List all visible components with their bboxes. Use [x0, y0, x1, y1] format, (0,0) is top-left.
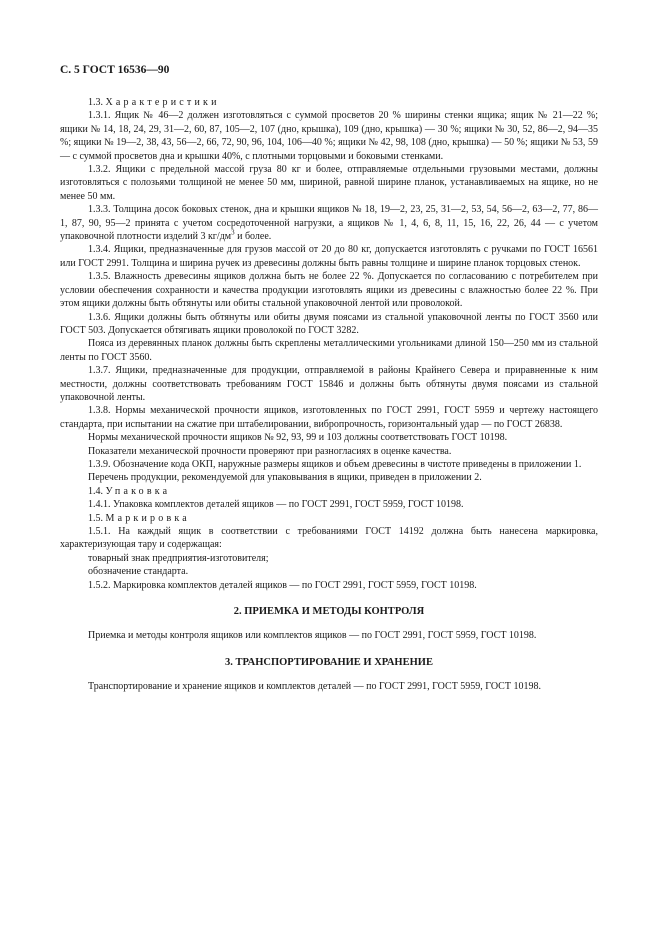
- paragraph-1-3-5: 1.3.5. Влажность древесины ящиков должна быть не более 22 %. Допускается по согласованию с потребителем при условии обеспечения сохранности и качества продукции изготовлять ящики из древесины с влажностью более 22 %. При этом ящики должны быть обтянуты или обиты стальной упаковочной лентой или проволокой.: [60, 271, 598, 310]
- paragraph-1-3-3: [60, 203, 598, 243]
- paragraph-1-3-2: 1.3.2. Ящики с предельной массой груза 80 кг и более, отправляемые отдельными грузовыми местами, должны изготовляться с полозьями толщиной не менее 50 мм, шириной, равной ширине планок, устанавливаемых на ящике, но не менее 50 мм.: [60, 164, 598, 202]
- paragraph-1-3-9-cont: Перечень продукции, рекомендуемой для упаковывания в ящики, приведен в приложении 2.: [88, 472, 482, 484]
- paragraph-1-3-8: 1.3.8. Нормы механической прочности ящиков, изготовленных по ГОСТ 2991, ГОСТ 5959 и чертежу настоящего стандарта, при испытании на сжатие при штабелировании, вибропрочность, горизонтальный удар — по ГОСТ 26838.: [60, 405, 598, 430]
- paragraph-text-end: и более.: [234, 231, 272, 243]
- paragraph-1-3-6: 1.3.6. Ящики должны быть обтянуты или обиты двумя поясами из стальной упаковочной ленты по ГОСТ 3560 или ГОСТ 503. Допускается обтягивать ящики проволокой по ГОСТ 3282.: [60, 311, 598, 336]
- paragraph-1-3-9: 1.3.9. Обозначение кода ОКП, наружные размеры ящиков и объем древесины в чистоте приведены в приложении 1.: [88, 458, 582, 470]
- document-body: [60, 96, 598, 694]
- paragraph-1-3-8-cont: Нормы механической прочности ящиков № 92, 93, 99 и 103 должны соответствовать ГОСТ 10198.: [88, 432, 508, 444]
- section-title: Характеристики: [105, 97, 220, 108]
- section-1-5-heading: [60, 512, 598, 525]
- paragraph-1-3-4: 1.3.4. Ящики, предназначенные для грузов массой от 20 до 80 кг, допускается изготовлять с ручками по ГОСТ 16561 или ГОСТ 2991. Толщина и ширина ручек из древесины должны быть равны толщине и ширине планок торцовых стенок.: [60, 244, 598, 269]
- paragraph-1-4-1: 1.4.1. Упаковка комплектов деталей ящиков — по ГОСТ 2991, ГОСТ 5959, ГОСТ 10198.: [88, 499, 464, 511]
- section-title: Упаковка: [105, 485, 171, 497]
- superscript: 3: [231, 228, 235, 237]
- section-number: 1.5.: [88, 512, 103, 524]
- paragraph-1-5-1-item: обозначение стандарта.: [88, 566, 189, 578]
- paragraph-2: Приемка и методы контроля ящиков или комплектов ящиков — по ГОСТ 2991, ГОСТ 5959, ГОСТ 10198.: [88, 630, 537, 642]
- paragraph-1-3-8-cont2: Показатели механической прочности проверяют при разногласиях в оценке качества.: [88, 445, 452, 457]
- paragraph-1-5-2: 1.5.2. Маркировка комплектов деталей ящиков — по ГОСТ 2991, ГОСТ 5959, ГОСТ 10198.: [88, 579, 477, 591]
- section-number: 1.3.: [88, 97, 103, 108]
- paragraph-1-5-1: 1.5.1. На каждый ящик в соответствии с требованиями ГОСТ 14192 должна быть нанесена маркировка, характеризующая тару и содержащая:: [60, 526, 598, 551]
- paragraph-1-3-6-cont: Пояса из деревянных планок должны быть скреплены металлическими угольниками длиной 150—250 мм из стальной ленты по ГОСТ 3560.: [60, 338, 598, 363]
- section-number: 1.4.: [88, 485, 103, 497]
- section-2-heading: 2. ПРИЕМКА И МЕТОДЫ КОНТРОЛЯ: [233, 606, 425, 618]
- paragraph-1-5-1-item: товарный знак предприятия-изготовителя;: [88, 552, 269, 564]
- paragraph-1-3-1: 1.3.1. Ящик № 46—2 должен изготовляться с суммой просветов 20 % ширины стенки ящика; ящик № 21—22 %; ящики № 14, 18, 24, 29, 31—2, 60, 87, 105—2, 107 (дно, крышка), 109 (дно, крышка) — 30 %; ящики № 30, 52, 86—2, 94—35 %; ящики № 19—2, 38, 43, 56—2, 66, 72, 90, 96, 104, 106—40 %; ящики № 42, 98, 108 (дно, крышка) — 50 %; ящики № 53, 59 — с суммой просветов дна и крышки 40%, с плотными торцовыми и боковыми стенками.: [60, 110, 598, 162]
- section-3-heading: 3. ТРАНСПОРТИРОВАНИЕ И ХРАНЕНИЕ: [225, 656, 433, 668]
- paragraph-text: 1.3.3. Толщина досок боковых стенок, дна и крышки ящиков № 18, 19—2, 23, 25, 31—2, 53, 54, 56—2, 63—2, 77, 86—1, 87, 90, 95—2 принята с учетом сосредоточенной нагрузки, а ящиков № 1, 4, 6, 8, 11, 15, 16, 22, 26, 44 — с учетом упаковочной плотности изделий 3 кг/дм: [60, 204, 598, 243]
- section-title: Маркировка: [105, 512, 190, 524]
- page-header: С. 5 ГОСТ 16536—90: [60, 64, 170, 76]
- paragraph-3: Транспортирование и хранение ящиков и комплектов деталей — по ГОСТ 2991, ГОСТ 5959, ГОСТ 10198.: [88, 681, 541, 693]
- section-1-3-heading: [60, 96, 598, 109]
- section-1-4-heading: [60, 485, 598, 498]
- paragraph-1-3-7: 1.3.7. Ящики, предназначенные для продукции, отправляемой в районы Крайнего Севера и приравненные к ним местности, должны соответствовать требованиям ГОСТ 15846 и должны быть обтянуты двумя поясами из стальной упаковочной ленты.: [60, 365, 598, 403]
